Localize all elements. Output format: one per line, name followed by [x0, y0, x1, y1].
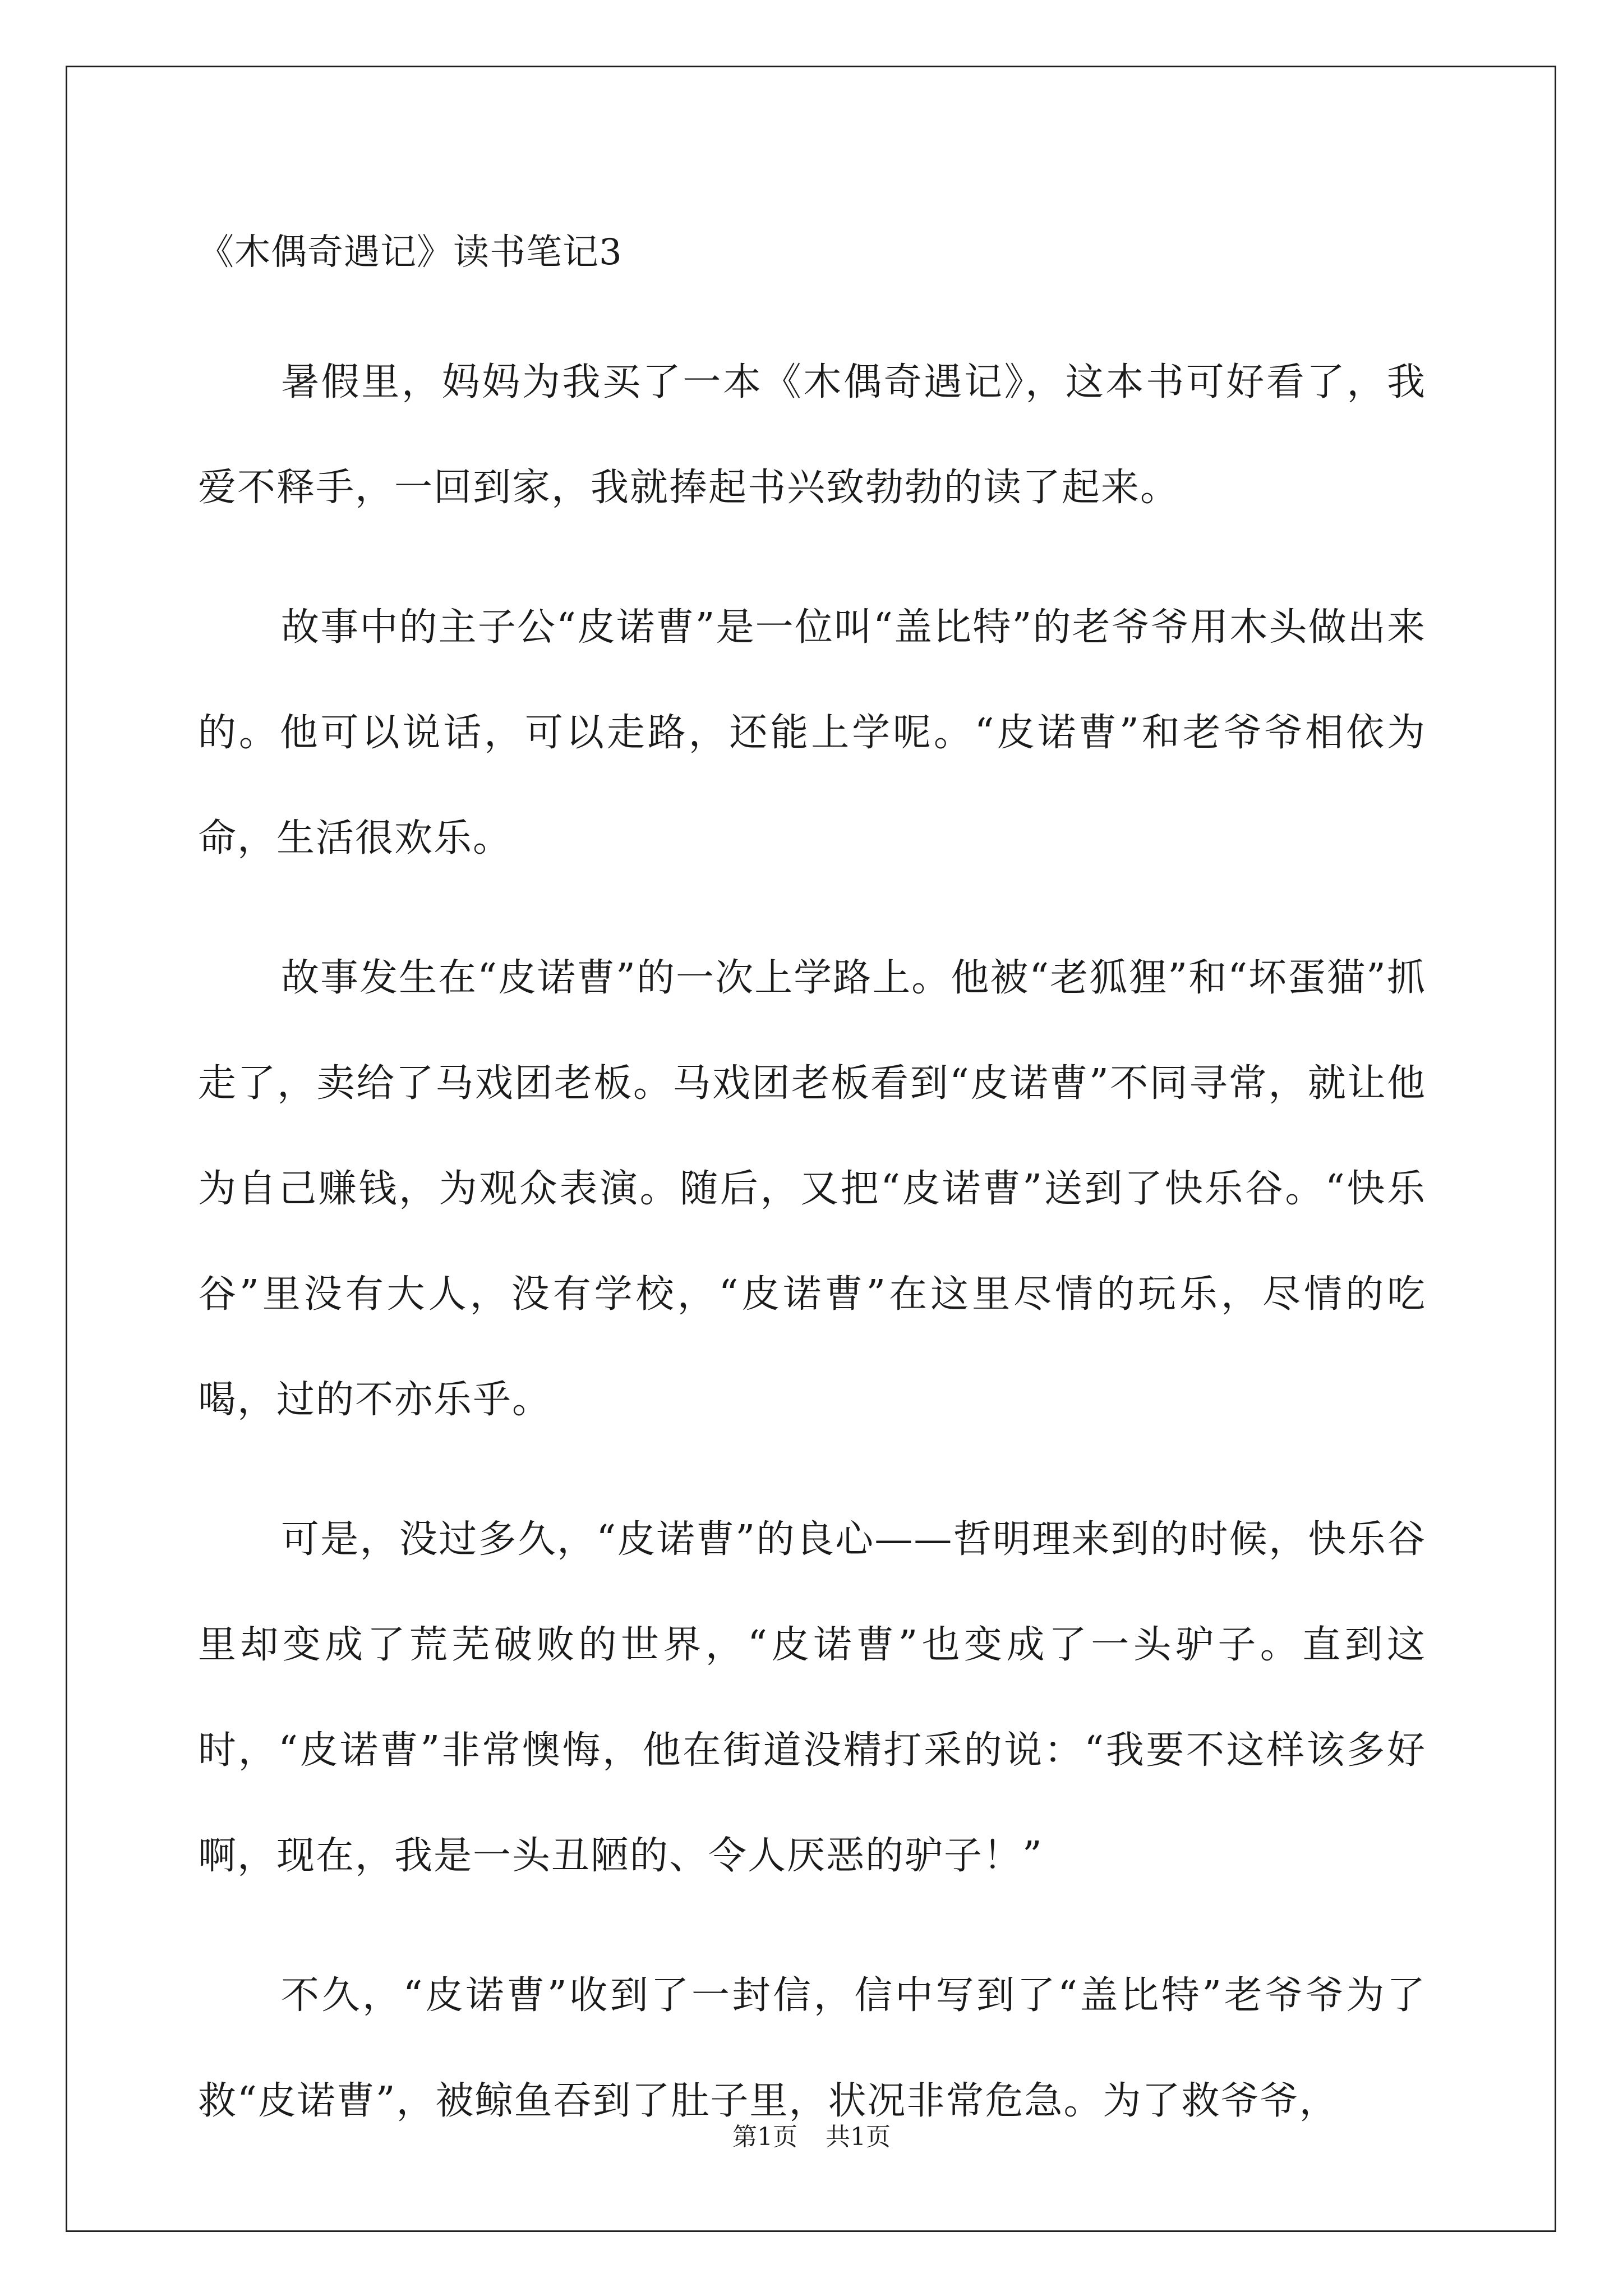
- paragraph-1: 暑假里，妈妈为我买了一本《木偶奇遇记》，这本书可好看了，我爱不释手，一回到家，我就捧起书兴致勃勃的读了起来。: [198, 360, 1426, 510]
- page-number: 第1页: [732, 2123, 797, 2151]
- document-body: [198, 330, 1426, 2188]
- page-footer: [0, 2120, 1623, 2154]
- page-total: 共1页: [826, 2123, 891, 2151]
- paragraph-2: 故事中的主子公“皮诺曹”是一位叫“盖比特”的老爷爷用木头做出来的。他可以说话，可以走路，还能上学呢。“皮诺曹”和老爷爷相依为命，生活很欢乐。: [198, 605, 1426, 861]
- document-title: 《木偶奇遇记》读书笔记3: [198, 232, 623, 273]
- paragraph-4: 可是，没过多久，“皮诺曹”的良心——哲明理来到的时候，快乐谷里却变成了荒芜破败的世界，“皮诺曹”也变成了一头驴子。直到这时，“皮诺曹”非常懊悔，他在街道没精打采的说：“我要不这样该多好啊，现在，我是一头丑陋的、令人厌恶的驴子！”: [198, 1517, 1426, 1878]
- paragraph-3: 故事发生在“皮诺曹”的一次上学路上。他被“老狐狸”和“坏蛋猫”抓走了，卖给了马戏团老板。马戏团老板看到“皮诺曹”不同寻常，就让他为自己赚钱，为观众表演。随后，又把“皮诺曹”送到了快乐谷。“快乐谷”里没有大人，没有学校，“皮诺曹”在这里尽情的玩乐，尽情的吃喝，过的不亦乐乎。: [198, 956, 1426, 1422]
- paragraph-5: 不久，“皮诺曹”收到了一封信，信中写到了“盖比特”老爷爷为了救“皮诺曹”，被鲸鱼吞到了肚子里，状况非常危急。为了救爷爷，: [198, 1973, 1426, 2123]
